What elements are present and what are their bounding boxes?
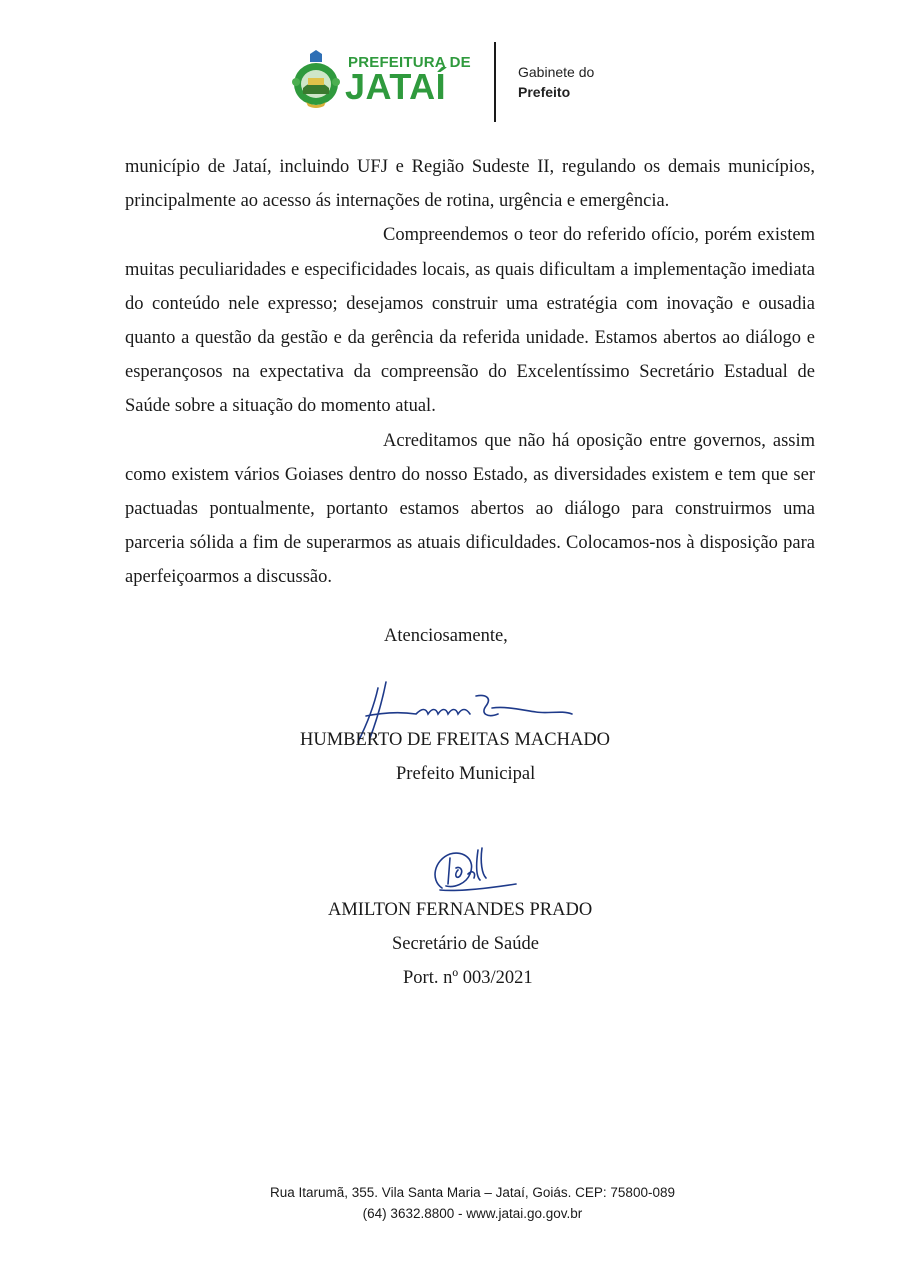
- secretary-portaria: Port. nº 003/2021: [403, 968, 533, 988]
- municipal-coat-of-arms-icon: [288, 48, 344, 110]
- paragraph-acreditamos: Acreditamos que não há oposição entre governos, assim como existem vários Goiases dentro do nosso Estado, as diversidades existem e tem que ser pactuadas pontualmente, portanto estamos abertos ao diálogo para construirmos uma parceria sólida a fim de superarmos as atuais dificuldades. Colocamos-nos à disposição para aperfeiçoarmos a discussão.: [125, 430, 815, 588]
- footer-contact: (64) 3632.8800 - www.jatai.go.gov.br: [362, 1206, 583, 1221]
- department-line-1: Gabinete do: [518, 64, 595, 80]
- secretary-title: Secretário de Saúde: [392, 934, 539, 954]
- header-divider: [494, 42, 496, 122]
- footer-address: Rua Itarumã, 355. Vila Santa Maria – Jataí, Goiás. CEP: 75800-089: [270, 1185, 675, 1200]
- letter-body: [125, 150, 815, 595]
- secretary-name: AMILTON FERNANDES PRADO: [328, 900, 593, 920]
- logo-text-jatai: JATAÍ: [345, 66, 447, 107]
- footer: [0, 1182, 905, 1224]
- mayor-title: Prefeito Municipal: [396, 764, 536, 784]
- paragraph-continuation: município de Jataí, incluindo UFJ e Região Sudeste II, regulando os demais municípios, principalmente ao acesso ás internações de rotina, urgência e emergência.: [125, 157, 815, 212]
- mayor-name: HUMBERTO DE FREITAS MACHADO: [300, 730, 611, 750]
- logo-text-prefeitura: PREFEITURA DE: [348, 54, 471, 71]
- paragraph-compreendemos: Compreendemos o teor do referido ofício, porém existem muitas peculiaridades e especificidades locais, as quais dificultam a implementação imediata do conteúdo nele expresso; desejamos construir uma estratégia com inovação e ousadia quanto a questão da gestão e da gerência da referida unidade. Estamos abertos ao diálogo e esperançosos na expectativa da compreensão do Excelentíssimo Secretário Estadual de Saúde sobre a situação do momento atual.: [125, 225, 815, 417]
- closing-salutation: Atenciosamente,: [384, 626, 508, 646]
- department-line-2: Prefeito: [518, 84, 571, 100]
- signature-secretary-icon: [420, 840, 520, 900]
- letterhead: [288, 42, 628, 124]
